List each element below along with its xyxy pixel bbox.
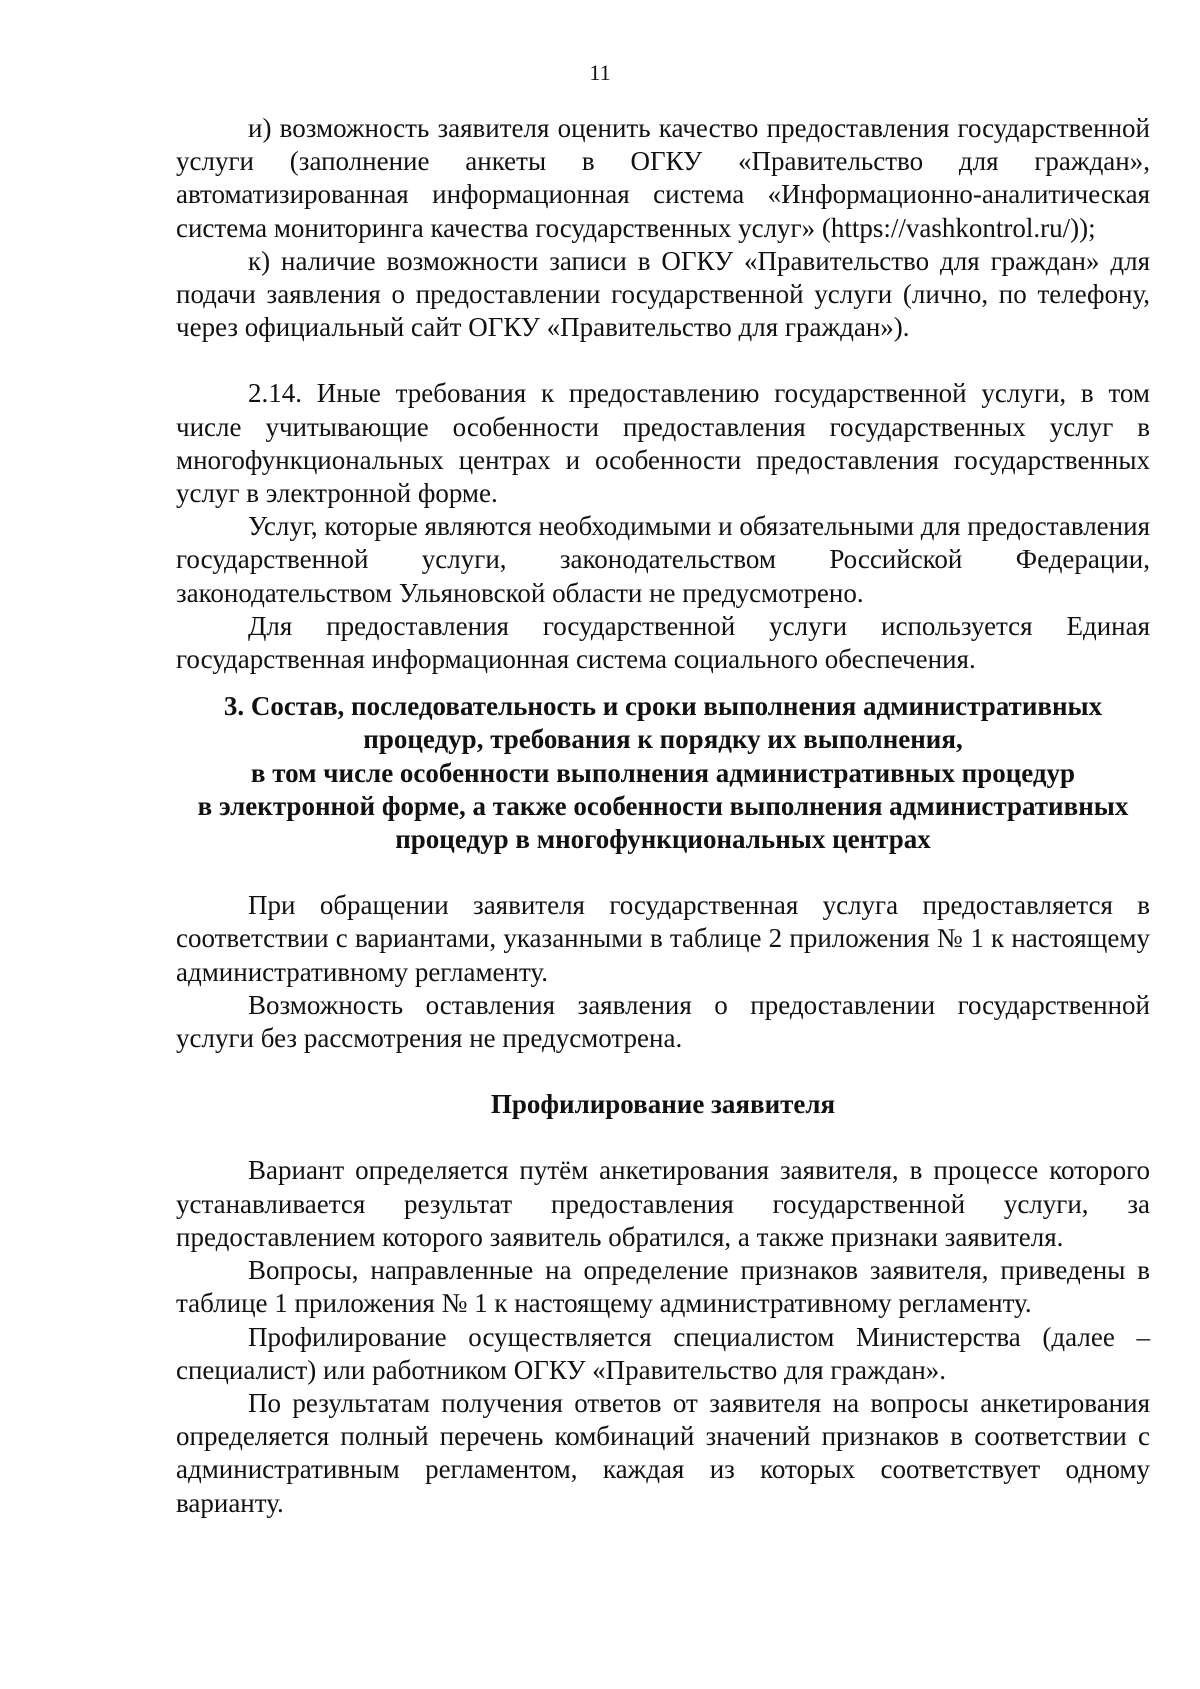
paragraph-profiling-2: Вопросы, направленные на определение признаков заявителя, приведены в таблице 1 приложения № 1 к настоящему административному регламенту. [176,1255,1150,1319]
paragraph-2-14-system: Для предоставления государственной услуги используется Единая государственная информационная система социального обеспечения. [176,610,1150,675]
paragraph-2-14: 2.14. Иные требования к предоставлению государственной услуги, в том числе учитывающие особенности предоставления государственных услуг в многофункциональных центрах и особенности предоставления государственных услуг в электронной форме. [176,378,1150,509]
paragraph-item-k: к) наличие возможности записи в ОГКУ «Правительство для граждан» для подачи заявления о предоставлении государственной услуги (лично, по телефону, через официальный сайт ОГКУ «Правительство для граждан»). [176,245,1150,343]
paragraph-profiling-1: Вариант определяется путём анкетирования заявителя, в процессе которого устанавливается результат предоставления государственной услуги, за предоставлением которого заявитель обратился, а также признаки заявителя. [176,1155,1150,1252]
document-body [176,112,1150,1520]
paragraph-section-3-variants: При обращении заявителя государственная услуга предоставляется в соответствии с вариантами, указанными в таблице 2 приложения № 1 к настоящему административному регламенту. [176,890,1150,987]
paragraph-item-i: и) возможность заявителя оценить качество предоставления государственной услуги (заполнение анкеты в ОГКУ «Правительство для граждан», автоматизированная информационная система «Информационно-аналитическая система мониторинга качества государственных услуг» (https://vashkontrol.ru/)); [176,113,1150,243]
page-number: 11 [589,60,611,85]
section-3-heading-line: 3. Состав, последовательность и сроки выполнения административных [223,691,1103,722]
profiling-heading: Профилирование заявителя [490,1089,836,1120]
section-3-heading-line: процедур, требования к порядку их выполнения, [363,724,963,755]
section-3-heading-line: в электронной форме, а также особенности выполнения административных [197,790,1129,821]
section-3-heading [176,690,1150,856]
section-3-heading-line: процедур в многофункциональных центрах [395,824,931,855]
section-3-heading-line: в том числе особенности выполнения административных процедур [250,757,1076,788]
paragraph-profiling-3: Профилирование осуществляется специалистом Министерства (далее – специалист) или работником ОГКУ «Правительство для граждан». [176,1321,1150,1385]
paragraph-section-3-no-review: Возможность оставления заявления о предоставлении государственной услуги без рассмотрения не предусмотрена. [176,989,1150,1054]
paragraph-profiling-4: По результатам получения ответов от заявителя на вопросы анкетирования определяется полный перечень комбинаций значений признаков в соответствии с административным регламентом, каждая из которых соответствует одному варианту. [176,1387,1150,1518]
paragraph-2-14-services: Услуг, которые являются необходимыми и обязательными для предоставления государственной услуги, законодательством Российской Федерации, законодательством Ульяновской области не предусмотрено. [176,511,1150,608]
